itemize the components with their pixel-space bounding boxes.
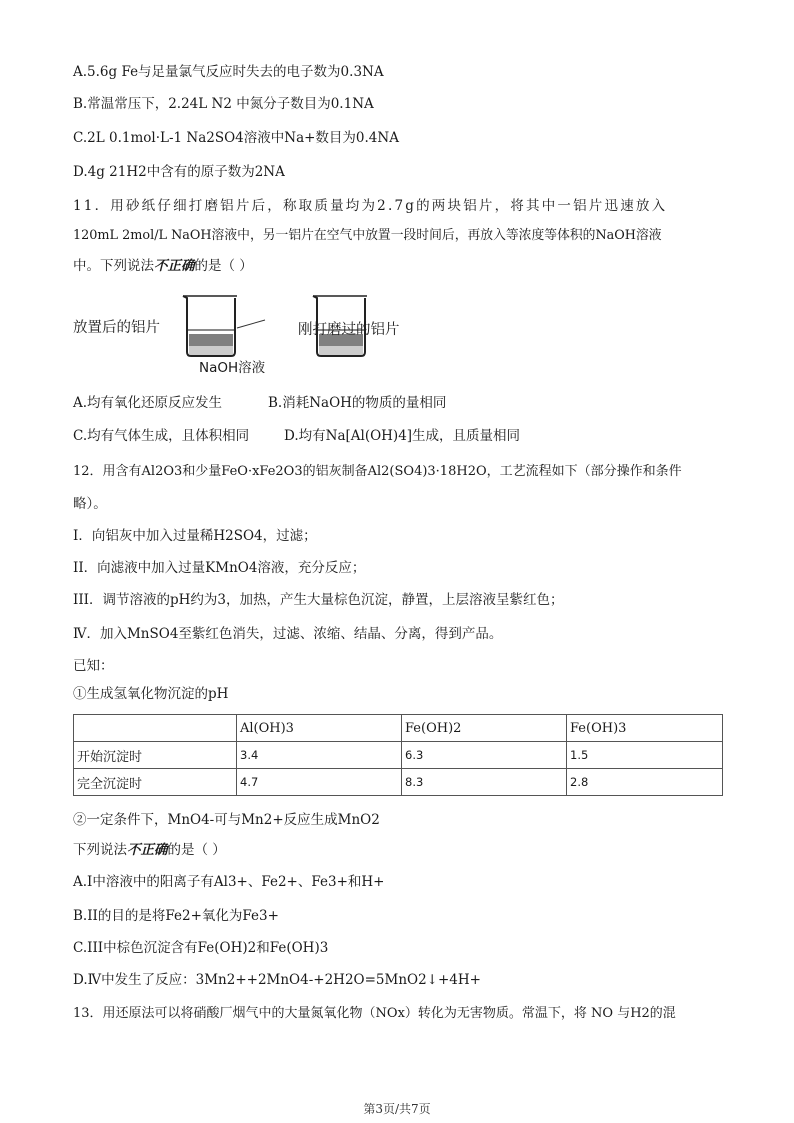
q10-option-c: C.2L 0.1mol·L-1 Na2SO4溶液中Na+数目为0.4NA: [73, 130, 399, 146]
q12-ask-prefix: 下列说法: [73, 842, 127, 858]
q13-stem-line1: 13．用还原法可以将硝酸厂烟气中的大量氮氧化物（NOx）转化为无害物质。常温下，将 NO 与H2的混: [73, 1006, 676, 1021]
q11-stem-line3: [73, 256, 253, 276]
q12-step-1: Ⅰ．向铝灰中加入过量稀H2SO4，过滤；: [73, 528, 317, 544]
precipitation-ph-table: [73, 714, 723, 796]
q11-option-c: C.均有气体生成，且体积相同: [73, 428, 250, 444]
beaker-figure: [73, 290, 493, 375]
q12-step-3: III．调节溶液的pH约为3，加热，产生大量棕色沉淀，静置，上层溶液呈紫红色；: [73, 592, 564, 608]
page-number-footer: 第3页/共7页: [363, 1102, 431, 1116]
q12-emphasis: 不正确: [127, 842, 168, 858]
q10-option-d: D.4g 21H2中含有的原子数为2NA: [73, 164, 285, 180]
table-cell: 1.5: [567, 742, 723, 769]
q11-stem-prefix: 中。下列说法: [73, 258, 154, 274]
q12-known-1: ①生成氢氧化物沉淀的pH: [73, 686, 229, 702]
q12-option-d: D.Ⅳ中发生了反应：3Mn2++2MnO4-+2H2O=5MnO2↓+4H+: [73, 972, 481, 988]
q12-ask: [73, 840, 226, 860]
q10-option-a: A.5.6g Fe与足量氯气反应时失去的电子数为0.3NA: [73, 64, 384, 80]
q11-stem-line2: 120mL 2mol/L NaOH溶液中，另一铝片在空气中放置一段时间后，再放入等浓度等体积的NaOH溶液: [73, 228, 662, 243]
q12-step-4: Ⅳ．加入MnSO4至紫红色消失，过滤、浓缩、结晶、分离，得到产品。: [73, 626, 503, 642]
q11-stem-suffix: 的是（ ）: [194, 258, 253, 274]
table-row: [74, 742, 723, 769]
table-header-cell: Al(OH)3: [237, 715, 402, 742]
q11-stem-line1: 11．用砂纸仔细打磨铝片后，称取质量均为2.7g的两块铝片，将其中一铝片迅速放入: [73, 198, 668, 214]
table-cell: 6.3: [402, 742, 567, 769]
q12-stem-line2: 略）。: [73, 496, 107, 512]
table-header-cell: [74, 715, 237, 742]
q12-option-c: C.III中棕色沉淀含有Fe(OH)2和Fe(OH)3: [73, 940, 329, 956]
right-beaker-label: 刚打磨过的铝片: [298, 322, 400, 338]
q12-known-2: ②一定条件下，MnO4-可与Mn2+反应生成MnO2: [73, 812, 380, 828]
q12-ask-suffix: 的是（ ）: [167, 842, 226, 858]
table-header-cell: Fe(OH)3: [567, 715, 723, 742]
naoh-solution-label: NaOH溶液: [199, 360, 266, 376]
table-header-row: [74, 715, 723, 742]
q10-option-b: B.常温常压下，2.24L N2 中氮分子数目为0.1NA: [73, 96, 374, 112]
table-row: [74, 769, 723, 796]
left-pointer: [237, 320, 265, 328]
q11-option-d: D.均有Na[Al(OH)4]生成，且质量相同: [284, 428, 521, 444]
table-cell: 完全沉淀时: [74, 769, 237, 796]
table-header-cell: Fe(OH)2: [402, 715, 567, 742]
q12-known-heading: 已知：: [73, 658, 114, 674]
q12-option-a: A.I中溶液中的阳离子有Al3+、Fe2+、Fe3+和H+: [73, 874, 385, 890]
q11-option-b: B.消耗NaOH的物质的量相同: [268, 395, 447, 411]
left-solution: [188, 330, 234, 355]
table-cell: 8.3: [402, 769, 567, 796]
table-cell: 3.4: [237, 742, 402, 769]
table-cell: 2.8: [567, 769, 723, 796]
table-cell: 4.7: [237, 769, 402, 796]
q12-stem-line1: 12．用含有Al2O3和少量FeO·xFe2O3的铝灰制备Al2(SO4)3·18H2O，工艺流程如下（部分操作和条件: [73, 464, 682, 479]
q12-step-2: II．向滤液中加入过量KMnO4溶液，充分反应；: [73, 560, 366, 576]
left-beaker-label: 放置后的铝片: [73, 320, 160, 336]
q12-option-b: B.II的目的是将Fe2+氧化为Fe3+: [73, 908, 279, 924]
q11-emphasis: 不正确: [154, 258, 195, 274]
q11-option-a: A.均有氧化还原反应发生: [73, 395, 223, 411]
table-cell: 开始沉淀时: [74, 742, 237, 769]
